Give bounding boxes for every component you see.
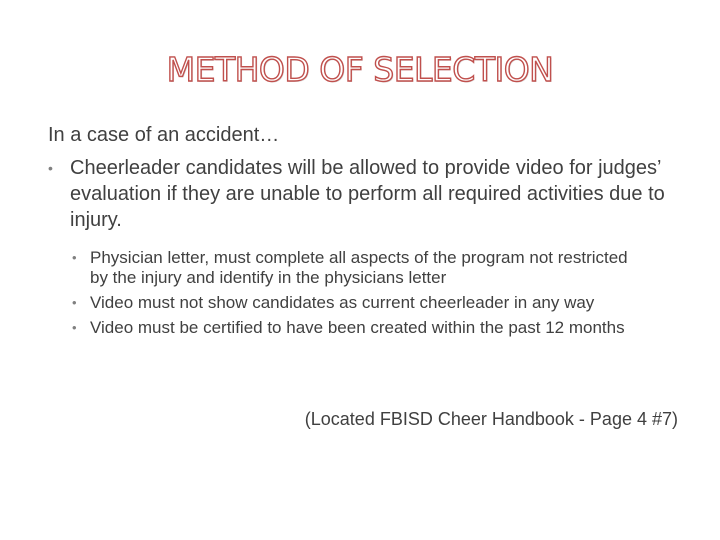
bullet-icon: •: [48, 160, 53, 176]
sub-bullet-item: [72, 318, 650, 338]
sub-bullet-item: [72, 293, 650, 313]
citation-text: (Located FBISD Cheer Handbook - Page 4 #7): [304, 409, 678, 429]
main-bullet-item: [48, 155, 688, 233]
sub-bullet-item: [72, 248, 650, 288]
sub-bullet-text: Video must not show candidates as current cheerleader in any way: [90, 293, 595, 312]
sub-bullet-list: [72, 248, 698, 338]
main-bullet-text: Cheerleader candidates will be allowed to provide video for judges’ evaluation if they are unable to perform all required activities due to injury.: [70, 157, 665, 231]
sub-bullet-text: Physician letter, must complete all aspects of the program not restricted by the injury and identify in the physicians letter: [90, 248, 628, 287]
bullet-icon: •: [72, 295, 77, 310]
bullet-icon: •: [72, 320, 77, 335]
intro-text: In a case of an accident…: [48, 124, 280, 146]
bullet-icon: •: [72, 250, 77, 265]
slide-title: METHOD OF SELECTION: [166, 50, 554, 89]
slide-body: [48, 122, 698, 343]
sub-bullet-text: Video must be certified to have been created within the past 12 months: [90, 318, 625, 337]
